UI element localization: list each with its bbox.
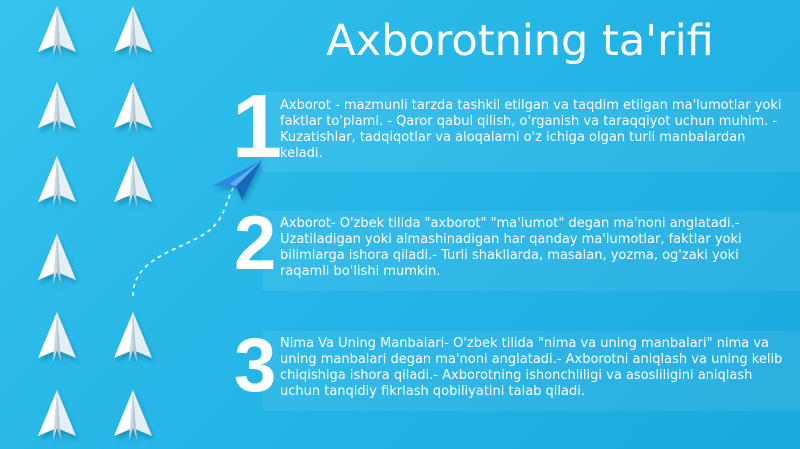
item-text-3: Nima Va Uning Manbalari- O'zbek tilida "nima va uning manbalari" nima va uning manbalari degan ma'noni anglatadi.- Axborotni aniqlash va uning kelib chiqishiga ishora qiladi.- Axborotning ishonchliligi va asosliligini aniqlash uchun tanqidiy fikrlash qobiliyatini talab qiladi.: [280, 336, 783, 399]
paper-plane-icon: [38, 82, 76, 132]
paper-plane-icon: [38, 156, 76, 206]
slide-title: Axborotning ta'rifi: [326, 16, 714, 66]
item-text-1: Axborot - mazmunli tarzda tashkil etilgan va taqdim etilgan ma'lumotlar yoki faktlar to'plami. - Qaror qabul qilish, o'rganish va taraqqiyot uchun muhim. - Kuzatishlar, tadqiqotlar va aloqalarni o'z ichiga olgan turli manbalardan keladi.: [280, 98, 782, 161]
paper-plane-icon: [114, 6, 152, 56]
paper-plane-icon: [38, 390, 76, 440]
item-text-2: Axborot- O'zbek tilida "axborot" "ma'lumot" degan ma'noni anglatadi.- Uzatiladigan yoki almashinadigan har qanday ma'lumotlar, faktlar yoki bilimlarga ishora qiladi.- Turli shakllarda, masalan, yozma, og'zaki yoki raqamli bo'lishi mumkin.: [280, 216, 742, 279]
item-number-3: 3: [234, 323, 277, 408]
paper-plane-icon: [38, 234, 76, 284]
paper-plane-icon: [38, 312, 76, 362]
paper-plane-icon: [114, 312, 152, 362]
paper-plane-icon: [114, 390, 152, 440]
paper-plane-icon: [114, 82, 152, 132]
item-number-2: 2: [234, 201, 277, 286]
item-number-1: 1: [232, 77, 283, 177]
flight-path: [133, 184, 236, 296]
paper-plane-icon: [38, 6, 76, 56]
paper-plane-icon: [114, 156, 152, 206]
